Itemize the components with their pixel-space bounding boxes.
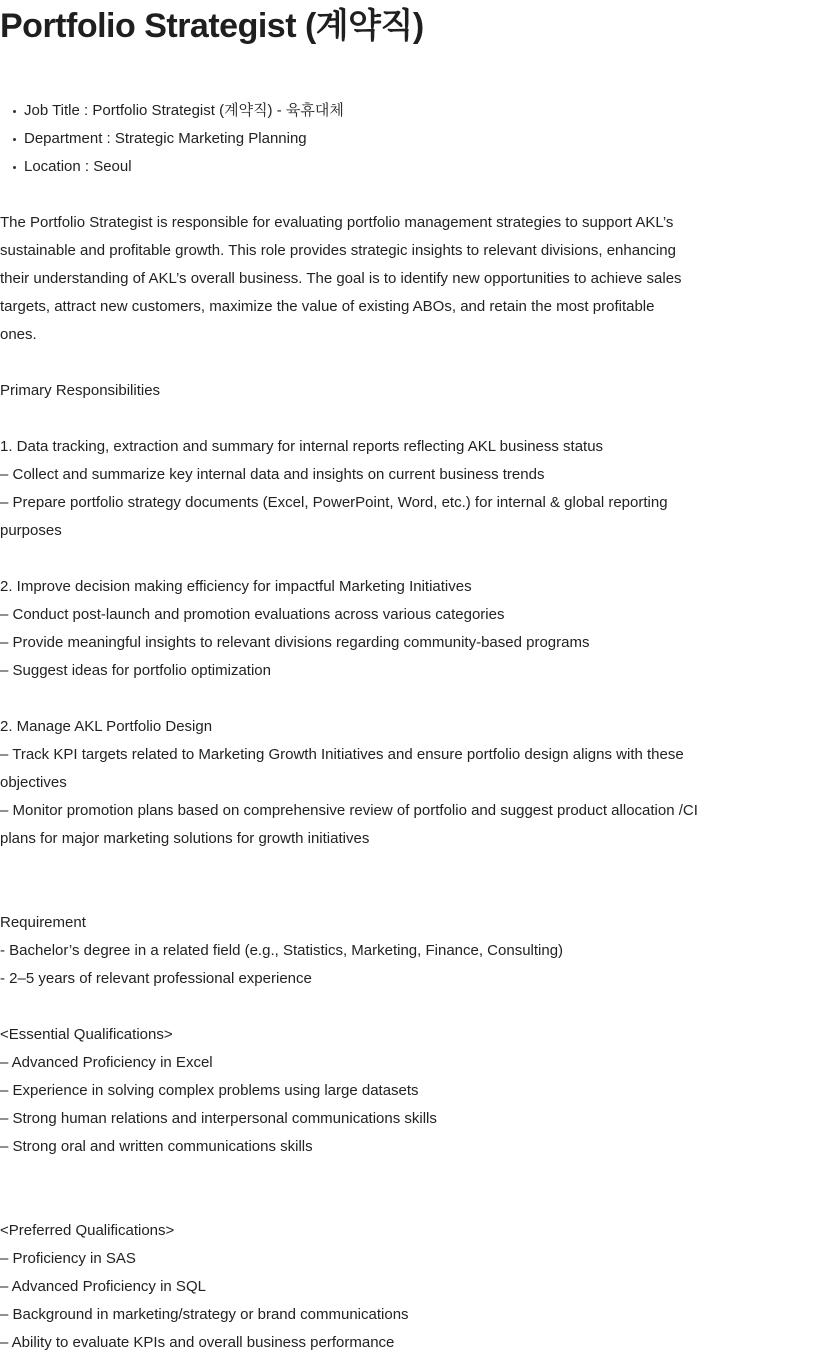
spacer (0, 545, 760, 573)
spacer (0, 685, 760, 713)
responsibility-item: purposes (0, 522, 62, 539)
department-item: Department : Strategic Marketing Planning (0, 125, 344, 153)
intro-line: their understanding of AKL’s overall business. The goal is to identify new opportunities to achieve sales (0, 270, 682, 287)
responsibility-item: – Prepare portfolio strategy documents (Excel, PowerPoint, Word, etc.) for internal & global reporting (0, 494, 668, 511)
intro-line: sustainable and profitable growth. This role provides strategic insights to relevant divisions, enhancing (0, 242, 676, 259)
requirement-heading: Requirement (0, 914, 86, 931)
essential-qualification-item: – Experience in solving complex problems using large datasets (0, 1082, 419, 1099)
spacer (0, 881, 760, 909)
requirement-item: - Bachelor’s degree in a related field (e.g., Statistics, Marketing, Finance, Consulting) (0, 942, 564, 959)
responsibility-item: – Collect and summarize key internal data and insights on current business trends (0, 466, 545, 483)
essential-qualification-item: – Advanced Proficiency in Excel (0, 1054, 213, 1071)
preferred-qualification-item: – Ability to evaluate KPIs and overall business performance (0, 1334, 395, 1351)
responsibility-item: objectives (0, 774, 67, 791)
essential-qualification-item: – Strong oral and written communications skills (0, 1138, 313, 1155)
responsibility-section-title: 2. Improve decision making efficiency for impactful Marketing Initiatives (0, 578, 472, 595)
requirement-item: - 2–5 years of relevant professional experience (0, 970, 312, 987)
preferred-qualification-item: – Background in marketing/strategy or brand communications (0, 1306, 409, 1323)
essential-qualifications-heading: <Essential Qualifications> (0, 1026, 173, 1043)
preferred-qualification-item: – Advanced Proficiency in SQL (0, 1278, 206, 1295)
spacer (0, 1161, 760, 1189)
job-info-list (0, 97, 344, 181)
responsibility-item: – Conduct post-launch and promotion evaluations across various categories (0, 606, 505, 623)
preferred-qualification-item: – Proficiency in SAS (0, 1250, 136, 1267)
preferred-qualifications-heading: <Preferred Qualifications> (0, 1222, 175, 1239)
intro-line: targets, attract new customers, maximize the value of existing ABOs, and retain the most profitable (0, 298, 655, 315)
essential-qualification-item: – Strong human relations and interpersonal communications skills (0, 1110, 437, 1127)
intro-line: The Portfolio Strategist is responsible for evaluating portfolio management strategies to support AKL’s (0, 214, 674, 231)
responsibility-item: – Track KPI targets related to Marketing Growth Initiatives and ensure portfolio design aligns with these (0, 746, 684, 763)
job-title-item: Job Title : Portfolio Strategist (계약직) - 육휴대체 (0, 97, 344, 125)
responsibilities-heading: Primary Responsibilities (0, 382, 161, 399)
responsibility-item: – Provide meaningful insights to relevant divisions regarding community-based programs (0, 634, 590, 651)
location-item: Location : Seoul (0, 153, 344, 181)
page-title: Portfolio Strategist (계약직) (0, 7, 424, 45)
responsibility-section-title: 2. Manage AKL Portfolio Design (0, 718, 213, 735)
responsibility-item: plans for major marketing solutions for growth initiatives (0, 830, 370, 847)
spacer (0, 1189, 760, 1217)
responsibility-item: – Monitor promotion plans based on comprehensive review of portfolio and suggest product allocation /CI (0, 802, 698, 819)
spacer (0, 993, 760, 1021)
responsibility-section-title: 1. Data tracking, extraction and summary for internal reports reflecting AKL business status (0, 438, 604, 455)
spacer (0, 853, 760, 881)
spacer (0, 349, 760, 377)
responsibility-item: – Suggest ideas for portfolio optimization (0, 662, 271, 679)
intro-line: ones. (0, 326, 37, 343)
spacer (0, 405, 760, 433)
job-description-body (0, 209, 760, 1357)
